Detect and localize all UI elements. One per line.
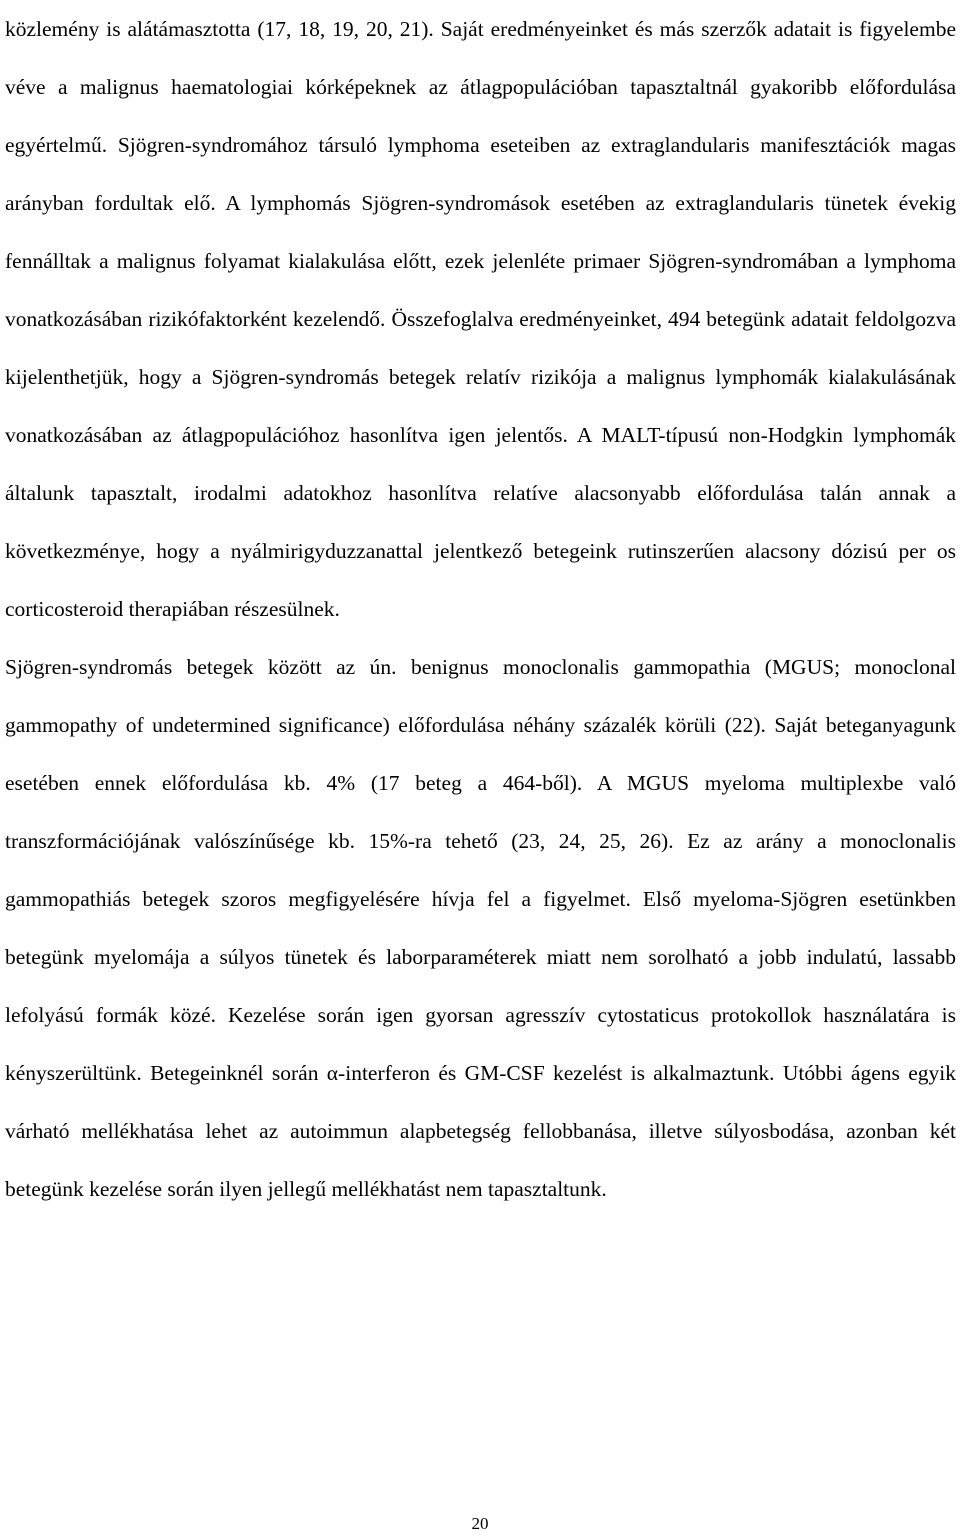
paragraph-mgus: Sjögren-syndromás betegek között az ún. benignus monoclonalis gammopathia (MGUS; monoclonal gammopathy of undetermined significance) előfordulása néhány százalék körüli (22). Saját beteganyagunk esetében ennek előfordulása kb. 4% (17 beteg a 464-ből). A MGUS myeloma multiplexbe való transzformációjának valószínűsége kb. 15%-ra tehető (23, 24, 25, 26). Ez az arány a monoclonalis gammopathiás betegek szoros megfigyelésére hívja fel a figyelmet. Első myeloma-Sjögren esetünkben betegünk myelomája a súlyos tünetek és laborparaméterek miatt nem sorolható a jobb indulatú, lassabb lefolyású formák közé. Kezelése során igen gyorsan agresszív cytostaticus protokollok használatára is kényszerültünk. Betegeinknél során α-interferon és GM-CSF kezelést is alkalmaztunk. Utóbbi ágens egyik várható mellékhatása lehet az autoimmun alapbetegség fellobbanása, illetve súlyosbodása, azonban két betegünk kezelése során ilyen jellegű mellékhatást nem tapasztaltunk. <box>5 655 956 1201</box>
body-text <box>5 0 956 1218</box>
paragraph-lymphoma-risk: közlemény is alátámasztotta (17, 18, 19, 20, 21). Saját eredményeinket és más szerzők adatait is figyelembe véve a malignus haematologiai kórképeknek az átlagpopulációban tapasztaltnál gyakoribb előfordulása egyértelmű. Sjögren-syndromához társuló lymphoma eseteiben az extraglandularis manifesztációk magas arányban fordultak elő. A lymphomás Sjögren-syndromások esetében az extraglandularis tünetek évekig fennálltak a malignus folyamat kialakulása előtt, ezek jelenléte primaer Sjögren-syndromában a lymphoma vonatkozásában rizikófaktorként kezelendő. Összefoglalva eredményeinket, 494 betegünk adatait feldolgozva kijelenthetjük, hogy a Sjögren-syndromás betegek relatív rizikója a malignus lymphomák kialakulásának vonatkozásában az átlagpopulációhoz hasonlítva igen jelentős. A MALT-típusú non-Hodgkin lymphomák általunk tapasztalt, irodalmi adatokhoz hasonlítva relatíve alacsonyabb előfordulása talán annak a következménye, hogy a nyálmirigyduzzanattal jelentkező betegeink rutinszerűen alacsony dózisú per os corticosteroid therapiában részesülnek. <box>5 17 956 621</box>
page-number: 20 <box>471 1514 489 1533</box>
